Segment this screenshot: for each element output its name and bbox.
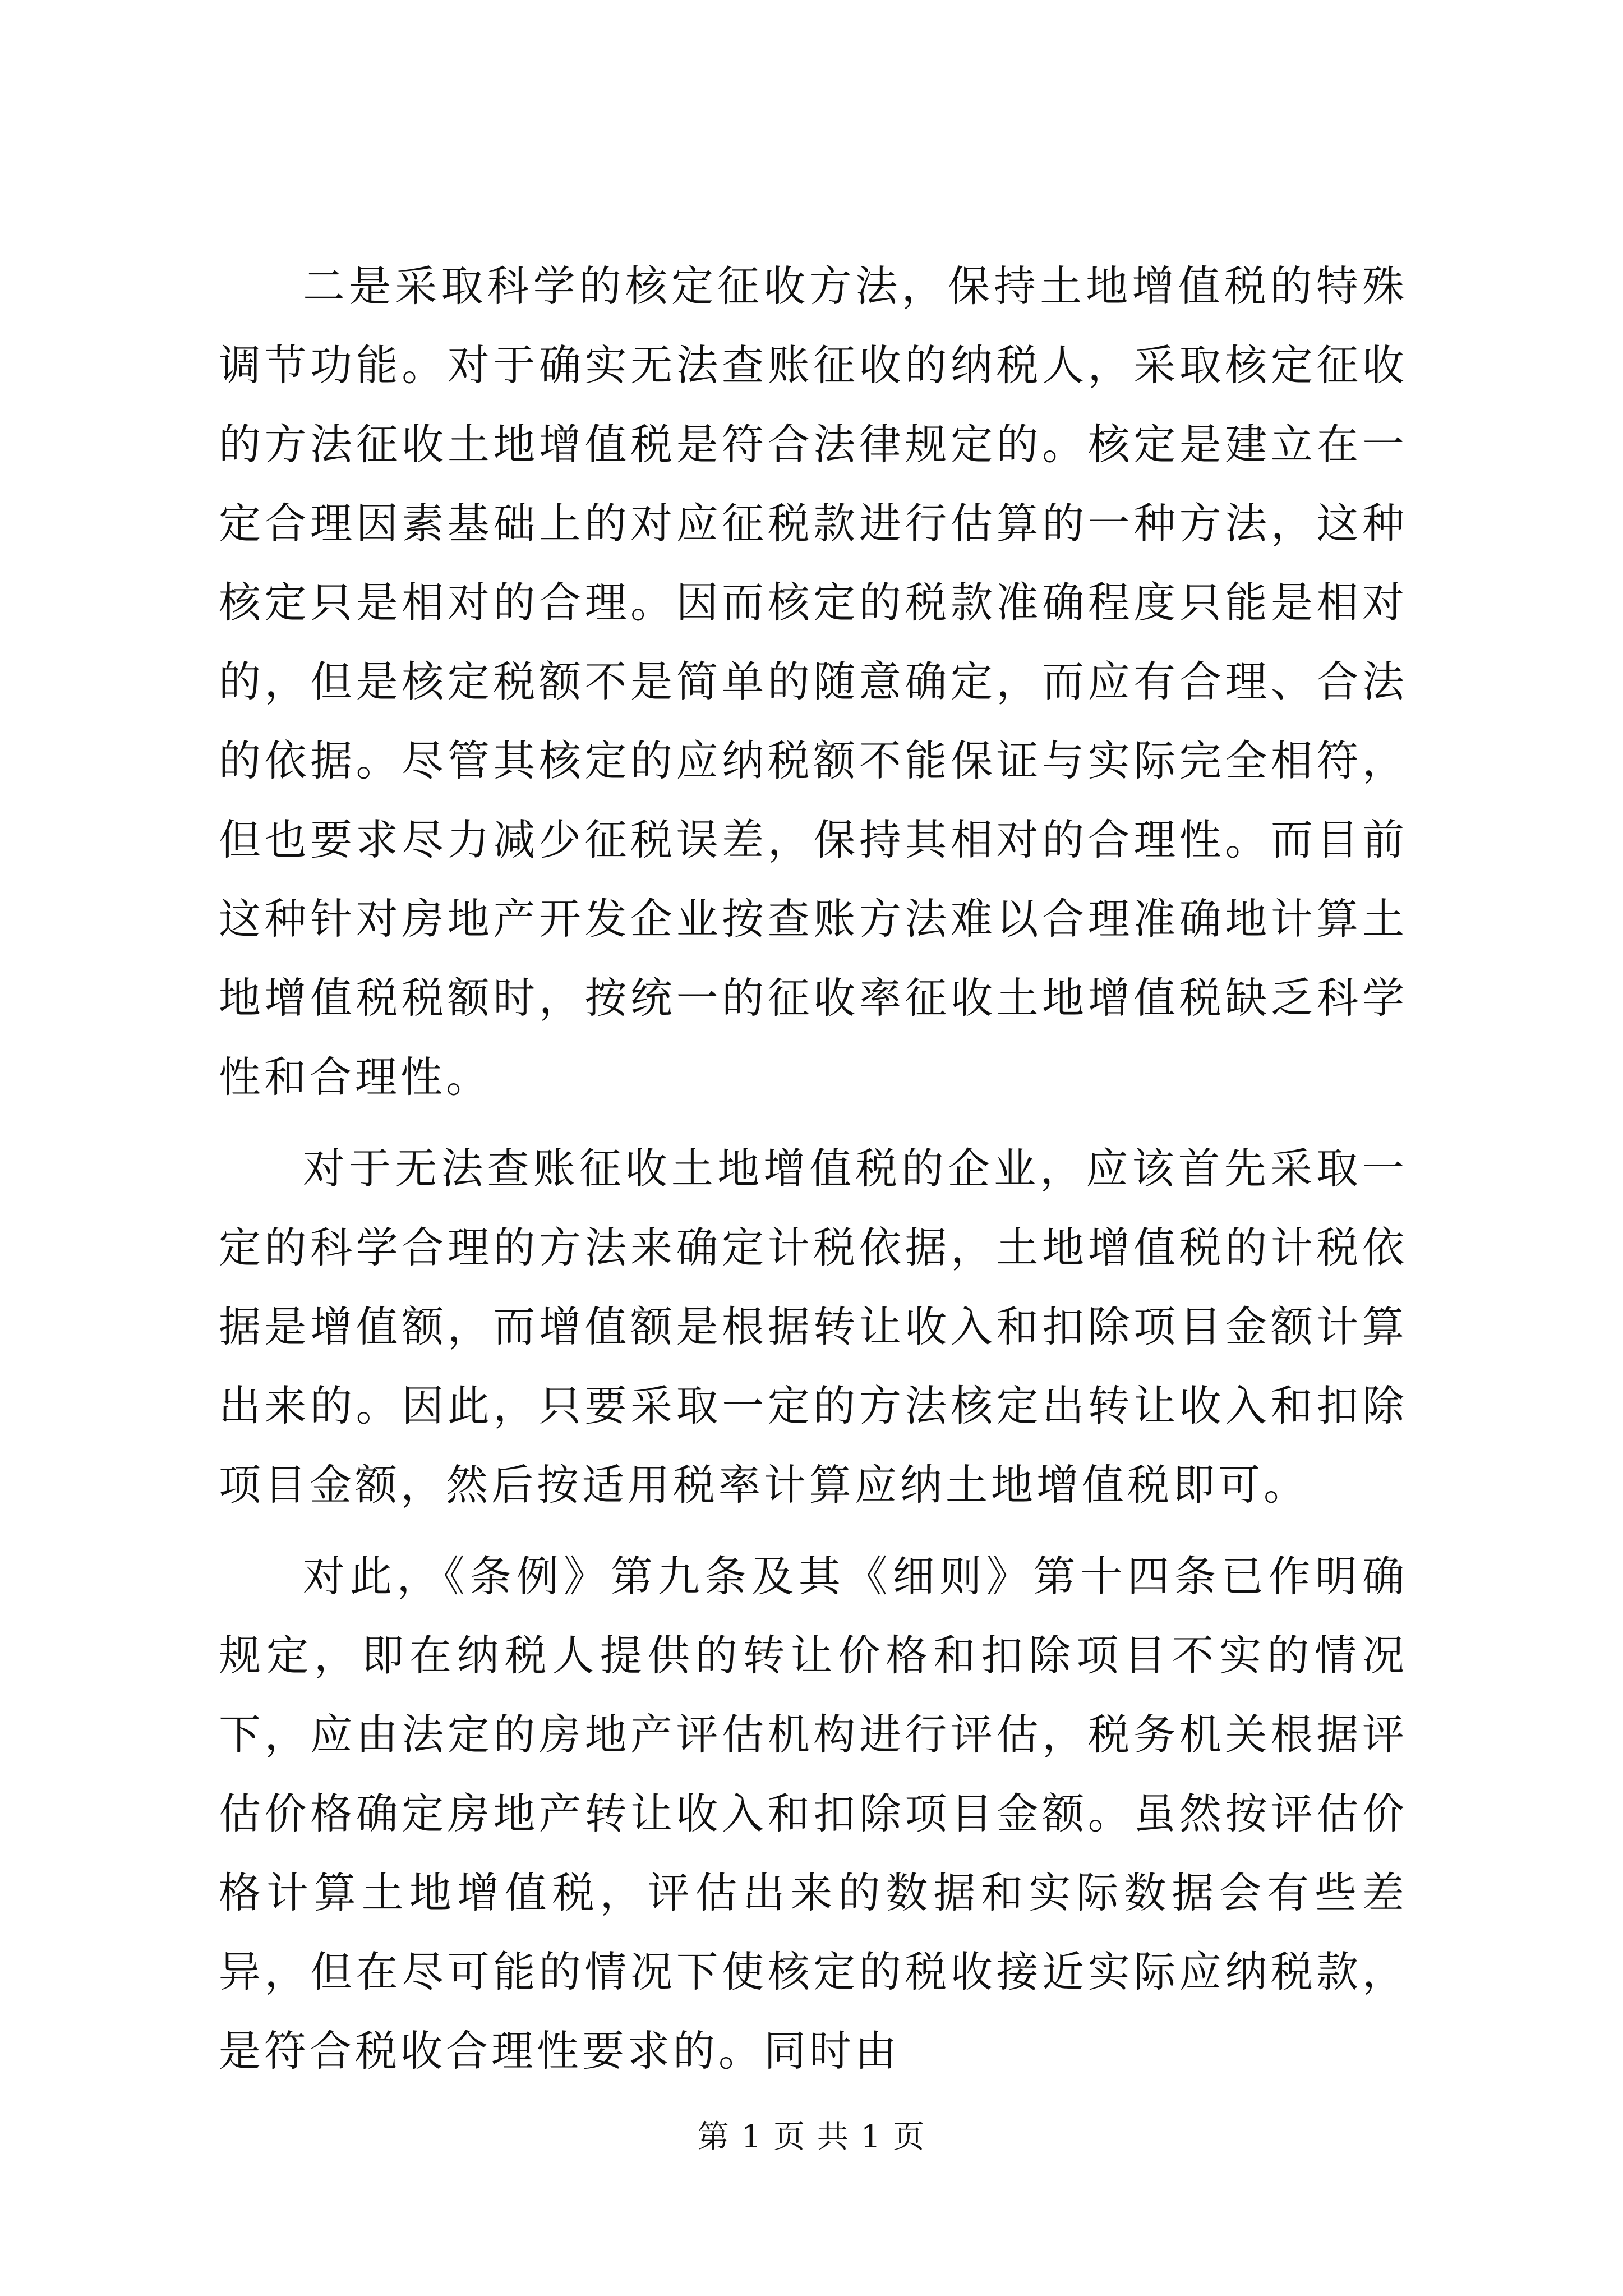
page-footer: 第 1 页 共 1 页: [697, 2119, 926, 2155]
paragraph-2: 对于无法查账征收土地增值税的企业，应该首先采取一定的科学合理的方法来确定计税依据，土地增值税的计税依据是增值额，而增值额是根据转让收入和扣除项目金额计算出来的。因此，只要采取一定的方法核定出转让收入和扣除项目金额，然后按适用税率计算应纳土地增值税即可。: [219, 1144, 1408, 1510]
paragraph-3: 对此，《条例》第九条及其《细则》第十四条已作明确规定，即在纳税人提供的转让价格和扣除项目不实的情况下，应由法定的房地产评估机构进行评估，税务机关根据评估价格确定房地产转让收入和扣除项目金额。虽然按评估价格计算土地增值税，评估出来的数据和实际数据会有些差异，但在尽可能的情况下使核定的税收接近实际应纳税款，是符合税收合理性要求的。同时由: [219, 1552, 1408, 2076]
paragraph-1: 二是采取科学的核定征收方法，保持土地增值税的特殊调节功能。对于确实无法查账征收的纳税人，采取核定征收的方法征收土地增值税是符合法律规定的。核定是建立在一定合理因素基础上的对应征税款进行估算的一种方法，这种核定只是相对的合理。因而核定的税款准确程度只能是相对的，但是核定税额不是简单的随意确定，而应有合理、合法的依据。尽管其核定的应纳税额不能保证与实际完全相符，但也要求尽力减少征税误差，保持其相对的合理性。而目前这种针对房地产开发企业按查账方法难以合理准确地计算土地增值税税额时，按统一的征收率征收土地增值税缺乏科学性和合理性。: [219, 261, 1408, 1102]
document-body: [219, 247, 1408, 2103]
